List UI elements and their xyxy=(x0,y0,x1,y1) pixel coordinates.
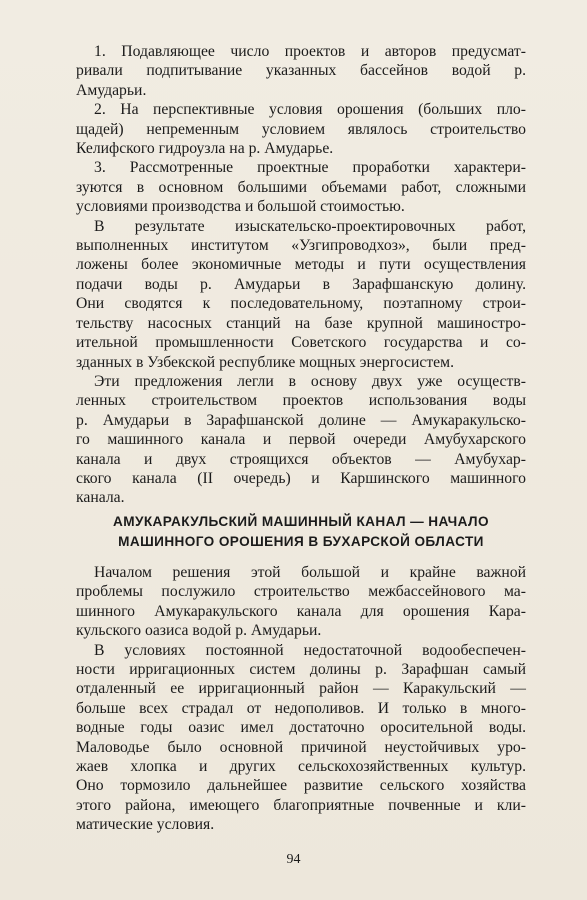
text-line: р. Амударьи в Зарафшанской долине — Амукаракульско- xyxy=(76,411,526,429)
text-line: 1. Подавляющее число проектов и авторов предусмат- xyxy=(94,43,526,60)
text-line: 3. Рассмотренные проектные проработки характери- xyxy=(94,159,526,177)
text-line: матические условия. xyxy=(76,816,215,834)
text-line: кульского оазиса водой р. Амударьи. xyxy=(76,622,322,640)
text-line: жаев хлопка и других сельскохозяйственных культур. xyxy=(76,758,526,776)
text-line: проблемы послужило строительство межбассейнового ма- xyxy=(76,583,526,601)
text-line: ительной промышленности Советского государства и со- xyxy=(76,334,526,352)
text-line: выполненных институтом «Узгипроводхоз», были пред- xyxy=(76,237,526,255)
text-line: щадей) непременным условием являлось строительство xyxy=(76,120,526,138)
text-line: ривали подпитывание указанных бассейнов водой р. xyxy=(76,62,526,80)
text-line: зуются в основном большими объемами работ, сложными xyxy=(76,178,526,196)
text-line: подачи воды р. Амударьи в Зарафшанскую долину. xyxy=(76,275,526,293)
text-line: Они сводятся к последовательному, поэтапному строи- xyxy=(76,295,526,313)
text-line: ности ирригационных систем долины р. Зарафшан самый xyxy=(76,661,526,679)
text-line: Амударьи. xyxy=(76,81,147,99)
text-line: В результате изыскательско-проектировочных работ, xyxy=(94,217,526,235)
text-line: тельству насосных станций на базе крупной машиностро- xyxy=(76,314,526,332)
text-line: ложены более экономичные методы и пути осуществления xyxy=(76,256,526,274)
text-line: ского канала (II очередь) и Каршинского машинного xyxy=(76,469,526,487)
text-line: ленных строительством проектов использования воды xyxy=(76,392,526,410)
text-line: Маловодье было основной причиной неустойчивых уро- xyxy=(76,738,526,756)
text-line: этого района, имеющего благоприятные почвенные и кли- xyxy=(76,796,526,814)
text-line: канала. xyxy=(76,489,125,507)
text-line: Оно тормозило дальнейшее развитие сельского хозяйства xyxy=(76,777,526,795)
text-line: шинного Амукаракульского канала для орошения Кара- xyxy=(76,602,526,620)
section-1-text xyxy=(76,42,526,508)
text-line: больше всех страдал от недополивов. И только в много- xyxy=(76,699,526,717)
heading-line-2: МАШИННОГО ОРОШЕНИЯ В БУХАРСКОЙ ОБЛАСТИ xyxy=(118,534,484,549)
section-heading xyxy=(76,512,526,552)
text-line: Эти предложения легли в основу двух уже осуществ- xyxy=(94,372,526,390)
text-line: 2. На перспективные условия орошения (больших пло- xyxy=(94,101,526,119)
text-line: условиями производства и большой стоимостью. xyxy=(76,198,405,216)
text-line: водные годы оазис имел достаточно оросительной воды. xyxy=(76,719,526,737)
text-line: зданных в Узбекской республике мощных энергосистем. xyxy=(76,353,454,371)
text-line: Началом решения этой большой и крайне важной xyxy=(94,564,526,581)
heading-line-1: АМУКАРАКУЛЬСКИЙ МАШИННЫЙ КАНАЛ — НАЧАЛО xyxy=(113,514,489,529)
text-line: канала и двух строящихся объектов — Амубухар- xyxy=(76,450,526,468)
text-line: го машинного канала и первой очереди Амубухарского xyxy=(76,431,526,449)
text-line: отдаленный ее ирригационный район — Каракульский — xyxy=(76,680,526,698)
section-2-text xyxy=(76,563,526,835)
page-number: 94 xyxy=(286,852,301,867)
text-line: Келифского гидроузла на р. Амударье. xyxy=(76,140,334,158)
text-line: В условиях постоянной недостаточной водообеспечен- xyxy=(94,641,526,659)
